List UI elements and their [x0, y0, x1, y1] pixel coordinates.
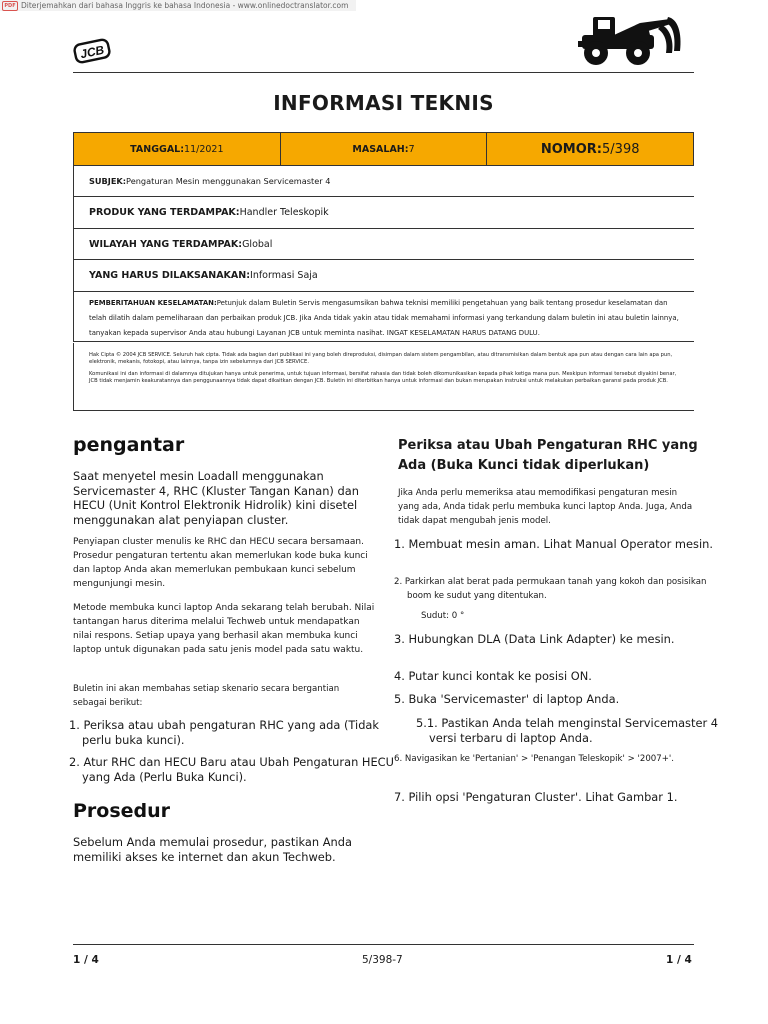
translator-link[interactable]: Diterjemahkan dari bahasa Inggris ke bahasa Indonesia - www.onlinedoctranslator.com	[21, 1, 349, 10]
section-heading-pengantar: pengantar	[73, 434, 185, 456]
scenario-item-1: 1. Periksa atau ubah pengaturan RHC yang ada (Tidak perlu buka kunci).	[69, 718, 380, 747]
step-6: 6. Navigasikan ke 'Pertanian' > 'Penangan Teleskopik' > '2007+'.	[394, 754, 675, 764]
page-number-left: 1 / 4	[73, 954, 99, 966]
info-table	[73, 132, 694, 292]
tanggal-value: 11/2021	[184, 143, 224, 155]
jcb-logo	[73, 36, 111, 66]
section-heading-prosedur: Prosedur	[73, 800, 171, 822]
produk-value: Handler Teleskopik	[239, 207, 329, 218]
wilayah-value: Global	[242, 238, 273, 250]
masalah-cell	[281, 133, 488, 165]
header-rule	[73, 72, 694, 73]
scenario-item-2: 2. Atur RHC dan HECU Baru atau Ubah Pengaturan HECU yang Ada (Perlu Buka Kunci).	[69, 755, 394, 784]
tanggal-cell	[74, 133, 281, 165]
subjek-row	[73, 166, 694, 197]
confidentiality-text: Komunikasi ini dan informasi di dalamnya ditujukan hanya untuk penerima, untuk tujuan informasi, bersifat rahasia dan tidak boleh dikomunikasikan kepada pihak ketiga mana pun. Meskipun informasi tersebut diyakini benar, JCB tidak menjamin keakuratannya dan penggunaannya tidak dapat dikaitkan dengan JCB. Buletin ini diterbitkan hanya untuk informasi dan bukan merupakan instruksi untuk melakukan perbaikan garansi pada produk JCB.	[89, 370, 677, 385]
step-1: 1. Membuat mesin aman. Lihat Manual Operator mesin.	[394, 537, 713, 551]
step-4: 4. Putar kunci kontak ke posisi ON.	[394, 669, 592, 683]
safety-text: Petunjuk dalam Buletin Servis mengasumsikan bahwa teknisi memiliki pengetahuan yang baik tentang prosedur keselamatan dan telah dilatih dalam pemeliharaan dan perbaikan produk JCB. Jika Anda tidak yakin atau tidak memahami informasi yang terkandung dalam buletin ini atau buletin lainnya, tanyakan kepada supervisor Anda atau hubungi Layanan JCB untuk meminta nasihat. INGAT KESELAMATAN HARUS DATANG DULU.	[89, 299, 679, 337]
intro-paragraph-3: Metode membuka kunci laptop Anda sekarang telah berubah. Nilai tantangan harus diterima melalui Techweb untuk mendapatkan nilai respons. Setiap upaya yang berhasil akan membuka kunci laptop untuk digunakan pada satu jenis model pada satu waktu.	[73, 603, 375, 655]
intro-paragraph-4: Buletin ini akan membahas setiap skenario secara bergantian sebagai berikut:	[73, 684, 340, 708]
procedure-paragraph: Sebelum Anda memulai prosedur, pastikan Anda memiliki akses ke internet dan akun Techweb.	[73, 835, 352, 864]
page-number-right: 1 / 4	[666, 954, 692, 966]
subjek-value: Pengaturan Mesin menggunakan Servicemaster 4	[126, 176, 331, 186]
step-5: 5. Buka 'Servicemaster' di laptop Anda.	[394, 692, 620, 706]
masalah-label: MASALAH:	[352, 143, 409, 155]
nomor-value: 5/398	[602, 141, 640, 157]
footer-rule	[73, 944, 694, 945]
pdf-icon: PDF	[2, 1, 18, 11]
step-7: 7. Pilih opsi 'Pengaturan Cluster'. Lihat Gambar 1.	[394, 790, 678, 804]
tanggal-label: TANGGAL:	[130, 143, 185, 155]
yang-label: YANG HARUS DILAKSANAKAN:	[89, 270, 251, 281]
copyright-notice	[73, 343, 694, 411]
step-2: 2. Parkirkan alat berat pada permukaan tanah yang kokoh dan posisikan boom ke sudut yang ditentukan.	[394, 577, 707, 601]
translator-bar	[0, 0, 356, 11]
page-title: INFORMASI TEKNIS	[273, 91, 494, 115]
intro-paragraph-2: Penyiapan cluster menulis ke RHC dan HECU secara bersamaan. Prosedur pengaturan tertentu akan memerlukan kode buka kunci dan laptop Anda akan memerlukan pembukaan kunci sebelum mengunjungi mesin.	[73, 537, 368, 589]
safety-label: PEMBERITAHUAN KESELAMATAN:	[89, 299, 217, 307]
periksa-paragraph: Jika Anda perlu memeriksa atau memodifikasi pengaturan mesin yang ada, Anda tidak perlu membuka kunci laptop Anda. Juga, Anda tidak dapat mengubah jenis model.	[398, 488, 693, 526]
info-header-row	[73, 132, 694, 166]
wilayah-label: WILAYAH YANG TERDAMPAK:	[89, 238, 243, 250]
logo-text: JCB	[79, 42, 106, 62]
safety-notice	[73, 288, 694, 342]
section-heading-periksa: Periksa atau Ubah Pengaturan RHC yang Ada (Buka Kunci tidak diperlukan)	[398, 438, 698, 473]
subjek-label: SUBJEK:	[89, 176, 127, 186]
produk-label: PRODUK YANG TERDAMPAK:	[89, 207, 240, 218]
copyright-text: Hak Cipta © 2004 JCB SERVICE. Seluruh hak cipta. Tidak ada bagian dari publikasi ini yang boleh direproduksi, disimpan dalam sistem pengambilan, atau ditransmisikan dalam bentuk apa pun atau dengan cara lain apa pun, elektronik, mekanis, fotokopi, atau lainnya, tanpa izin sebelumnya dari JCB SERVICE.	[89, 352, 673, 366]
telehandler-silhouette-icon	[578, 13, 686, 68]
step-2-angle: Sudut: 0 °	[421, 611, 465, 621]
yang-value: Informasi Saja	[250, 270, 318, 281]
document-code: 5/398-7	[362, 954, 403, 966]
produk-row	[73, 197, 694, 229]
step-3: 3. Hubungkan DLA (Data Link Adapter) ke mesin.	[394, 632, 675, 646]
intro-paragraph-1: Saat menyetel mesin Loadall menggunakan Servicemaster 4, RHC (Kluster Tangan Kanan) dan HECU (Unit Kontrol Elektronik Hidrolik) kini disetel menggunakan alat penyiapan cluster.	[73, 469, 359, 527]
masalah-value: 7	[408, 143, 415, 155]
nomor-cell	[487, 133, 693, 165]
step-5-1: 5.1. Pastikan Anda telah menginstal Servicemaster 4 versi terbaru di laptop Anda.	[416, 716, 719, 745]
nomor-label: NOMOR:	[540, 141, 603, 157]
wilayah-row	[73, 229, 694, 260]
